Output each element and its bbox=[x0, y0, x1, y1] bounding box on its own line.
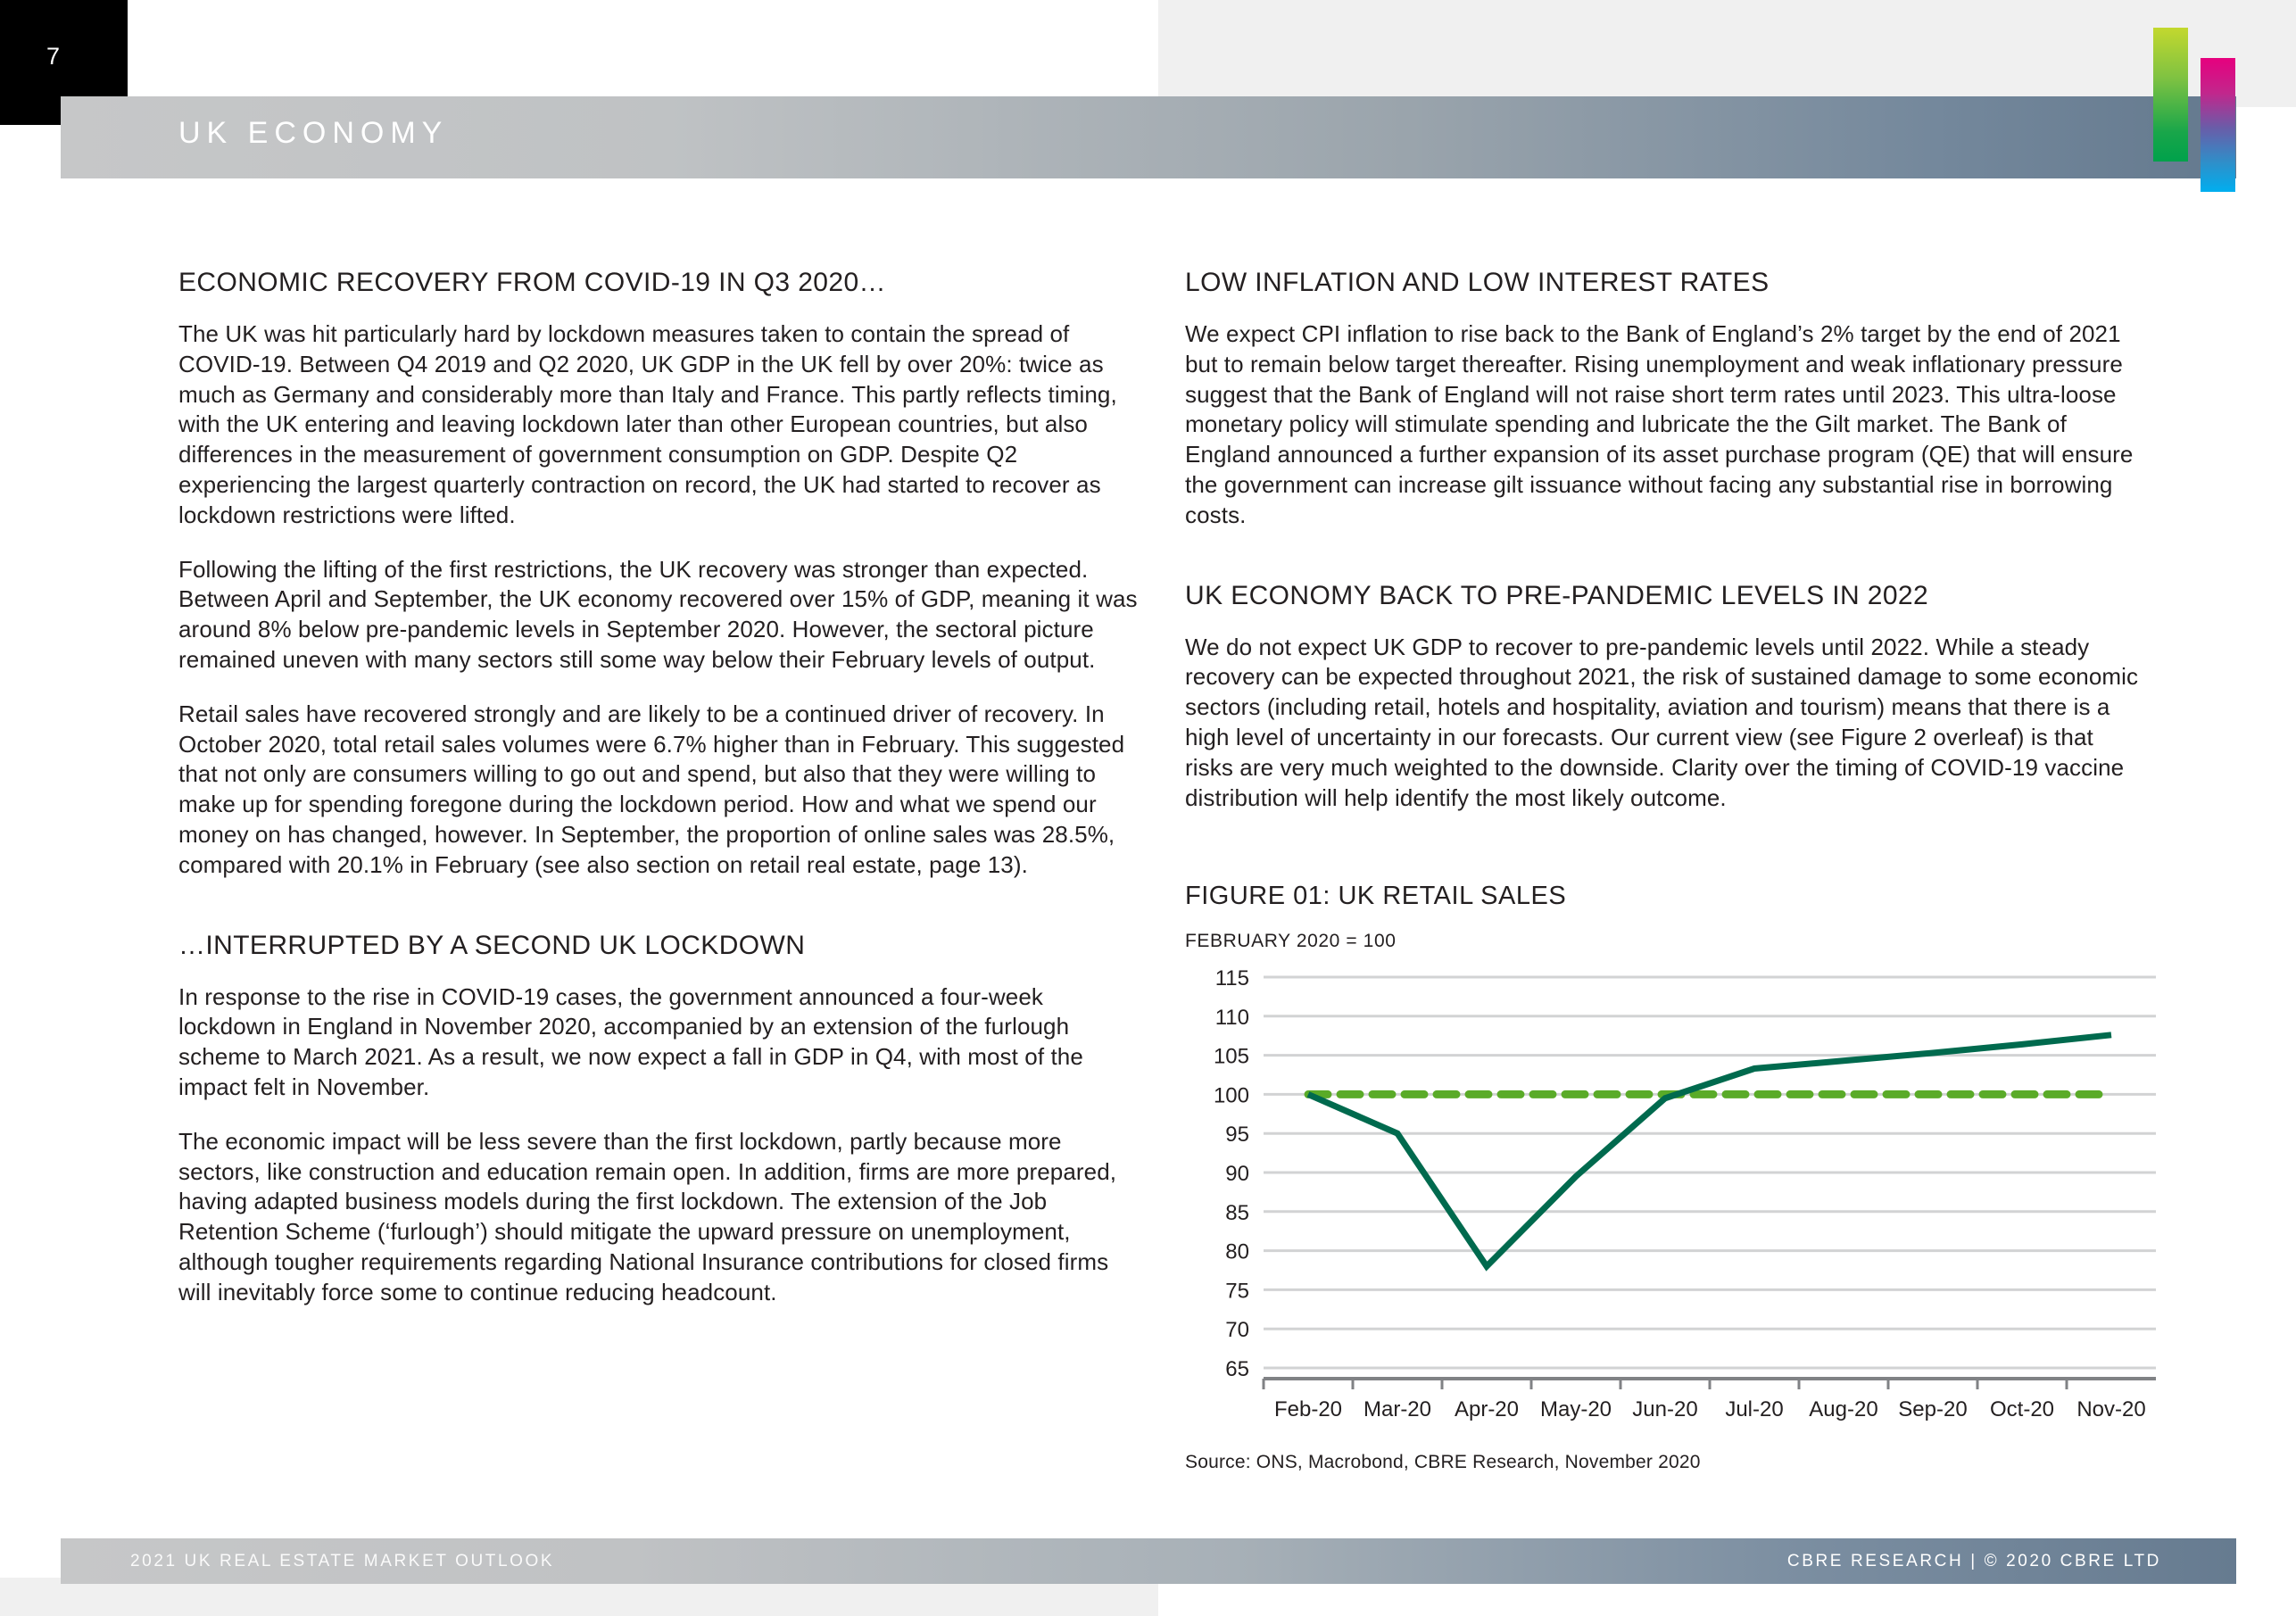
footer-band bbox=[61, 1538, 2236, 1584]
page-title: UK ECONOMY bbox=[178, 116, 449, 150]
accent-bar-magenta-cyan-icon bbox=[2201, 58, 2235, 192]
chart-y-axis-label: 90 bbox=[1225, 1162, 1249, 1186]
right-text-column bbox=[1185, 268, 2140, 813]
chart-x-axis-label: Mar-20 bbox=[1363, 1397, 1432, 1421]
paragraph-gdp-recovery-2022: We do not expect UK GDP to recover to pre-pandemic levels until 2022. While a steady recovery can be expected throughout 2021, the risk of sustained damage to some economic sectors (including retail, hotels and hospitality, aviation and tourism) means that there is a high level of uncertainty in our forecasts. Our current view (see Figure 2 overleaf) is that risks are very much weighted to the downside. Clarity over the timing of COVID-19 vaccine distribution will help identify the most likely outcome. bbox=[1185, 633, 2139, 811]
paragraph-retail-sales: Retail sales have recovered strongly and are likely to be a continued driver of recovery. In October 2020, total retail sales volumes were 6.7% higher than in February. This suggested that not only are consumers willing to go out and spend, but also that they were willing to make up for spending foregone during the lockdown period. How and what we spend our money on has changed, however. In September, the proportion of online sales was 28.5%, compared with 20.1% in February (see also section on retail real estate, page 13). bbox=[178, 700, 1125, 878]
footer-copyright: CBRE RESEARCH | © 2020 CBRE LTD bbox=[1786, 1552, 2161, 1570]
chart-data-series bbox=[1308, 1035, 2111, 1266]
background-panel-bottom-right bbox=[1158, 1593, 2296, 1616]
section-header-band bbox=[61, 96, 2236, 178]
chart-x-axis-label: Jul-20 bbox=[1725, 1397, 1784, 1421]
footer-report-name: 2021 UK REAL ESTATE MARKET OUTLOOK bbox=[130, 1552, 555, 1570]
chart-uk-retail-sales bbox=[1185, 965, 2176, 1438]
accent-bar-green-icon bbox=[2153, 28, 2188, 162]
chart-svg bbox=[1185, 965, 2176, 1438]
page-number: 7 bbox=[46, 43, 62, 70]
background-panel-top-right bbox=[1158, 0, 2296, 107]
paragraph-recovery-stronger: Following the lifting of the first restrictions, the UK recovery was stronger than expected. Between April and September, the UK economy recovered over 15% of GDP, meaning it was around 8% below pre-pandemic levels in September 2020. However, the sectoral picture remained uneven with many sectors still some way below their February levels of output. bbox=[178, 555, 1138, 673]
chart-x-axis-label: Feb-20 bbox=[1273, 1397, 1343, 1421]
chart-x-axis-label: Aug-20 bbox=[1809, 1397, 1878, 1421]
chart-x-axis-label: May-20 bbox=[1539, 1397, 1612, 1421]
chart-y-axis-label: 65 bbox=[1225, 1357, 1249, 1381]
chart-x-axis-label: Nov-20 bbox=[2076, 1397, 2146, 1421]
paragraph-less-severe-impact: The economic impact will be less severe than the first lockdown, partly because more sectors, like construction and education remain open. In addition, firms are more prepared, having adapted business models during the first lockdown. The extension of the Job Retention Scheme (‘furlough’) should mitigate the upward pressure on unemployment, although tougher requirements regarding National Insurance contributions for closed firms will inevitably force some to continue reducing headcount. bbox=[178, 1127, 1117, 1305]
paragraph-uk-hit-hard: The UK was hit particularly hard by lockdown measures taken to contain the spread of COVID-19. Between Q4 2019 and Q2 2020, UK GDP in the UK fell by over 20%: twice as much as Germany and considerably more than Italy and France. This partly reflects timing, with the UK entering and leaving lockdown later than other European countries, but also differences in the measurement of government consumption on GDP. Despite Q2 experiencing the largest quarterly contraction on record, the UK had started to recover as lockdown restrictions were lifted. bbox=[178, 320, 1117, 528]
heading-low-inflation: LOW INFLATION AND LOW INTEREST RATES bbox=[1185, 268, 1770, 297]
left-text-column bbox=[178, 268, 1138, 1308]
chart-x-axis-label: Apr-20 bbox=[1454, 1397, 1520, 1421]
paragraph-four-week-lockdown: In response to the rise in COVID-19 cases, the government announced a four-week lockdown in England in November 2020, accompanied by an extension of the furlough scheme to March 2021. As a result, we now expect a fall in GDP in Q4, with most of the impact felt in November. bbox=[178, 982, 1083, 1100]
figure-title: FIGURE 01: UK RETAIL SALES bbox=[1185, 882, 1567, 910]
chart-y-axis-label: 100 bbox=[1213, 1083, 1249, 1108]
chart-y-axis-label: 75 bbox=[1225, 1279, 1249, 1304]
heading-second-lockdown: …INTERRUPTED BY A SECOND UK LOCKDOWN bbox=[178, 930, 806, 960]
chart-y-axis-label: 95 bbox=[1225, 1123, 1249, 1148]
figure-subtitle: FEBRUARY 2020 = 100 bbox=[1185, 931, 1397, 951]
chart-x-axis-label: Sep-20 bbox=[1898, 1397, 1968, 1421]
chart-x-axis-label: Oct-20 bbox=[1989, 1397, 2055, 1421]
chart-x-axis-label: Jun-20 bbox=[1632, 1397, 1698, 1421]
heading-pre-pandemic-levels: UK ECONOMY BACK TO PRE-PANDEMIC LEVELS IN 2022 bbox=[1185, 580, 1929, 610]
heading-economic-recovery: ECONOMIC RECOVERY FROM COVID-19 IN Q3 2020… bbox=[178, 268, 886, 297]
chart-y-axis-label: 80 bbox=[1225, 1239, 1249, 1264]
figure-source: Source: ONS, Macrobond, CBRE Research, November 2020 bbox=[1185, 1452, 1701, 1472]
chart-y-axis-label: 110 bbox=[1214, 1005, 1249, 1030]
paragraph-cpi-inflation: We expect CPI inflation to rise back to the Bank of England’s 2% target by the end of 2021 but to remain below target thereafter. Rising unemployment and weak inflationary pressure suggest that the Bank of England will not raise short term rates until 2023. This ultra-loose monetary policy will stimulate spending and lubricate the the Gilt market. The Bank of England announced a further expansion of its asset purchase program (QE) that will ensure the government can increase gilt issuance without facing any substantial rise in borrowing costs. bbox=[1185, 320, 2134, 528]
chart-y-axis-label: 115 bbox=[1214, 966, 1249, 990]
chart-y-axis-label: 70 bbox=[1225, 1318, 1249, 1343]
chart-y-axis-label: 85 bbox=[1225, 1200, 1249, 1225]
figure-01 bbox=[1185, 882, 2176, 1473]
chart-y-axis-label: 105 bbox=[1213, 1044, 1249, 1069]
